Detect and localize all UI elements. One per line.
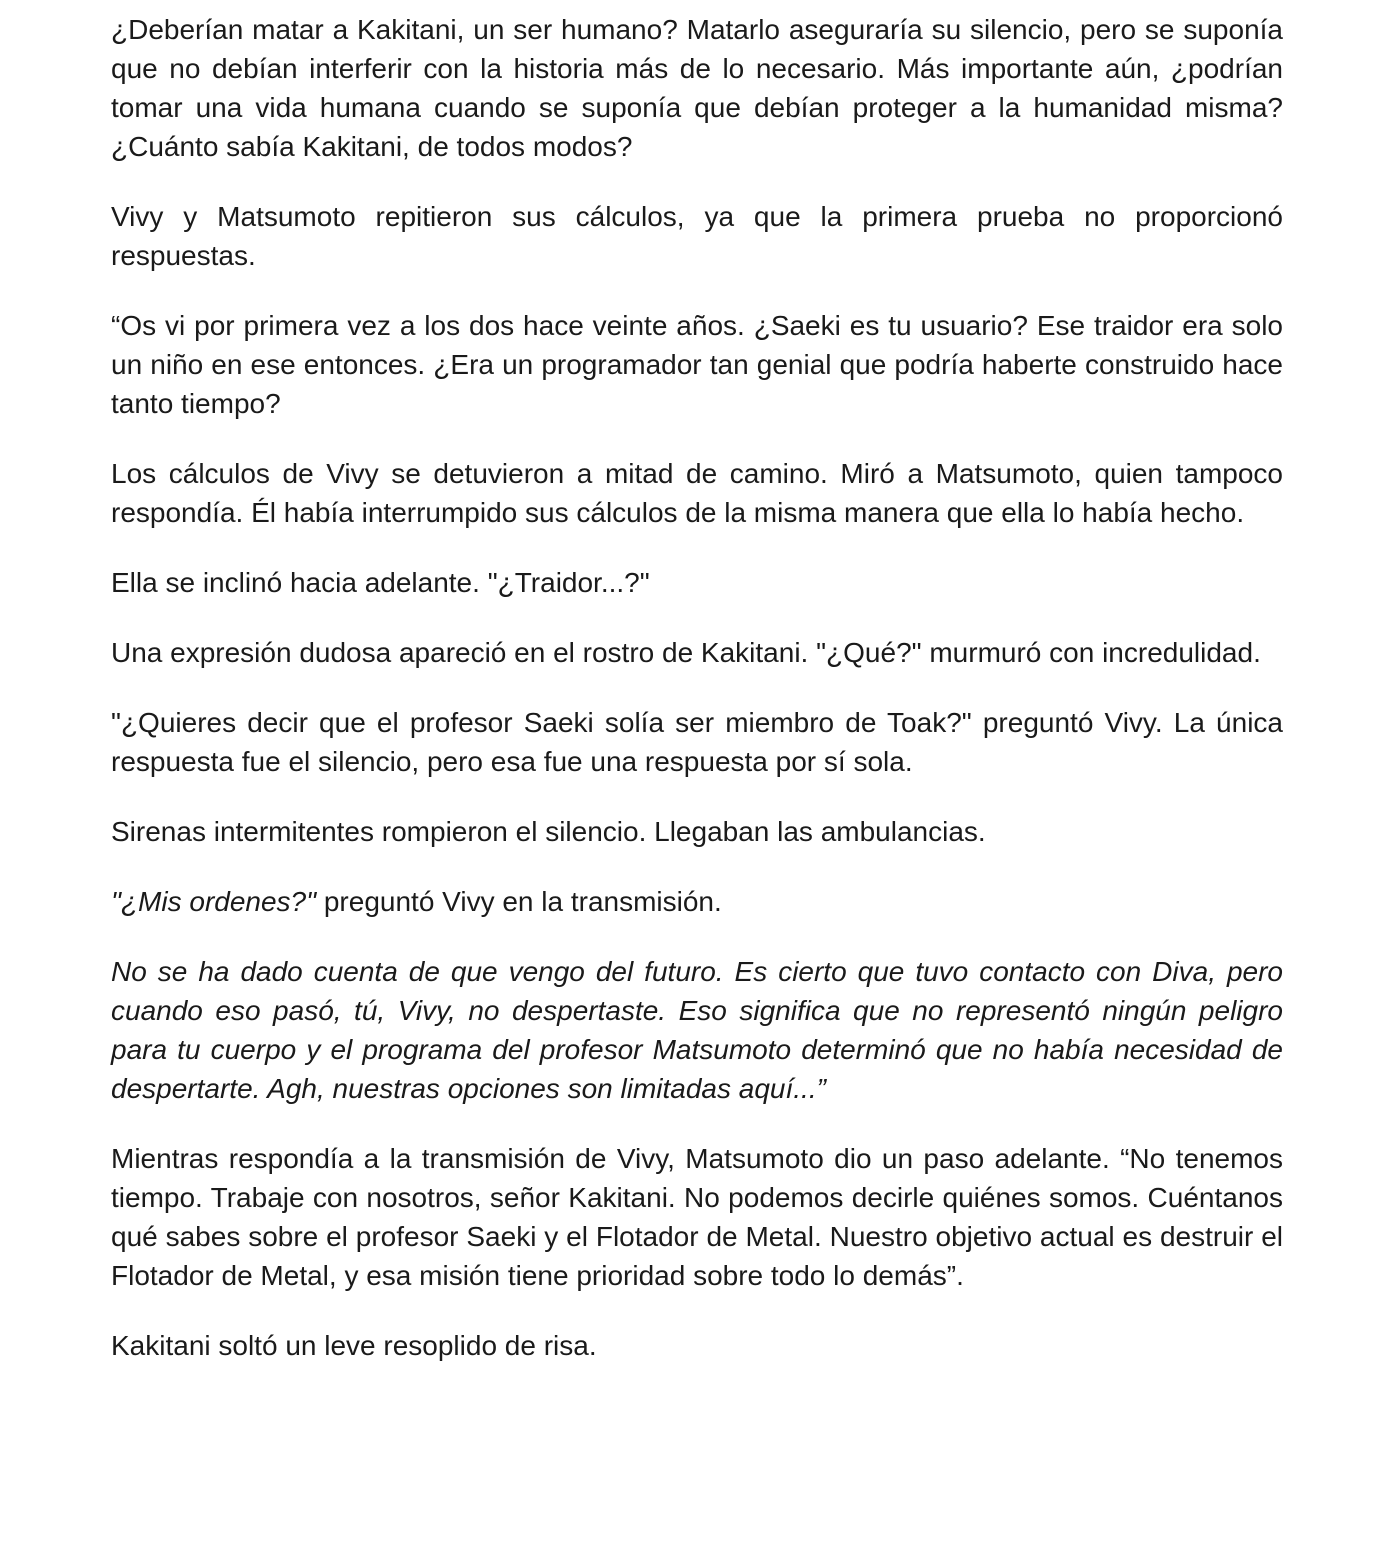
paragraph-9-text: preguntó Vivy en la transmisión. xyxy=(316,886,722,917)
paragraph-8: Sirenas intermitentes rompieron el silencio. Llegaban las ambulancias. xyxy=(111,816,986,847)
paragraph-3: “Os vi por primera vez a los dos hace veinte años. ¿Saeki es tu usuario? Ese traidor era solo un niño en ese entonces. ¿Era un programador tan genial que podría haberte construido hace tanto tiempo? xyxy=(111,310,1283,419)
paragraph-12: Kakitani soltó un leve resoplido de risa. xyxy=(111,1330,597,1361)
paragraph-2: Vivy y Matsumoto repitieron sus cálculos, ya que la primera prueba no proporcionó respuestas. xyxy=(111,201,1283,271)
paragraph-7: "¿Quieres decir que el profesor Saeki solía ser miembro de Toak?" preguntó Vivy. La única respuesta fue el silencio, pero esa fue una respuesta por sí sola. xyxy=(111,707,1283,777)
paragraph-9 xyxy=(111,882,1283,921)
paragraph-11: Mientras respondía a la transmisión de Vivy, Matsumoto dio un paso adelante. “No tenemos tiempo. Trabaje con nosotros, señor Kakitani. No podemos decirle quiénes somos. Cuéntanos qué sabes sobre el profesor Saeki y el Flotador de Metal. Nuestro objetivo actual es destruir el Flotador de Metal, y esa misión tiene prioridad sobre todo lo demás”. xyxy=(111,1143,1283,1291)
paragraph-9-italic-quote: "¿Mis ordenes?" xyxy=(111,886,317,917)
paragraph-10-italic-transmission: No se ha dado cuenta de que vengo del futuro. Es cierto que tuvo contacto con Diva, pero cuando eso pasó, tú, Vivy, no despertaste. Eso significa que no representó ningún peligro para tu cuerpo y el programa del profesor Matsumoto determinó que no había necesidad de despertarte. Agh, nuestras opciones son limitadas aquí...” xyxy=(111,956,1283,1104)
document-page xyxy=(111,10,1283,1396)
paragraph-5: Ella se inclinó hacia adelante. "¿Traidor...?" xyxy=(111,567,650,598)
paragraph-1: ¿Deberían matar a Kakitani, un ser humano? Matarlo aseguraría su silencio, pero se suponía que no debían interferir con la historia más de lo necesario. Más importante aún, ¿podrían tomar una vida humana cuando se suponía que debían proteger a la humanidad misma? ¿Cuánto sabía Kakitani, de todos modos? xyxy=(111,14,1283,162)
paragraph-4: Los cálculos de Vivy se detuvieron a mitad de camino. Miró a Matsumoto, quien tampoco respondía. Él había interrumpido sus cálculos de la misma manera que ella lo había hecho. xyxy=(111,458,1283,528)
paragraph-6: Una expresión dudosa apareció en el rostro de Kakitani. "¿Qué?" murmuró con incredulidad. xyxy=(111,637,1261,668)
